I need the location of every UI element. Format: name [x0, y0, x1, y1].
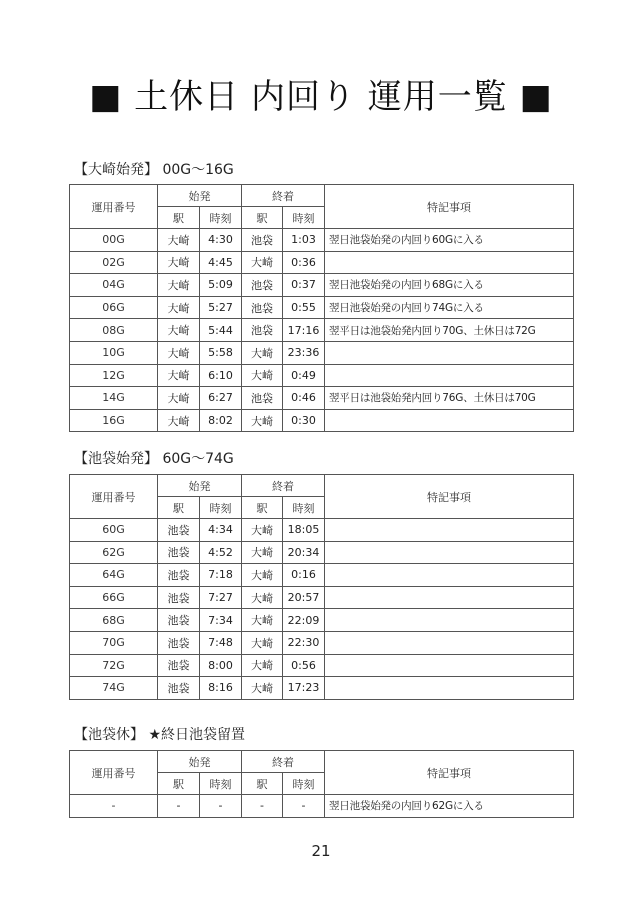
cell-arr-station: 池袋	[242, 229, 283, 252]
cell-arr-time: 0:55	[283, 296, 325, 319]
cell-arr-station: 池袋	[242, 319, 283, 342]
cell-arr-time: 0:30	[283, 409, 325, 432]
header-dep-station: 駅	[158, 497, 200, 519]
cell-arr-station: -	[242, 795, 283, 818]
header-notes: 特記事項	[325, 185, 574, 229]
cell-unyo-no: 14G	[70, 387, 158, 410]
header-unyo-no: 運用番号	[70, 475, 158, 519]
header-dep-time: 時刻	[200, 773, 242, 795]
cell-dep-station: 大崎	[158, 296, 200, 319]
cell-arr-station: 大崎	[242, 541, 283, 564]
cell-dep-station: 池袋	[158, 586, 200, 609]
cell-arr-station: 大崎	[242, 631, 283, 654]
cell-arr-station: 池袋	[242, 296, 283, 319]
header-notes: 特記事項	[325, 751, 574, 795]
cell-dep-station: 池袋	[158, 609, 200, 632]
header-arr-station: 駅	[242, 773, 283, 795]
cell-note: 翌日池袋始発の内回り74Gに入る	[325, 296, 574, 319]
cell-arr-time: 18:05	[283, 519, 325, 542]
cell-note	[325, 564, 574, 587]
table-row	[70, 274, 574, 297]
cell-arr-time: 0:46	[283, 387, 325, 410]
header-arr-time: 時刻	[283, 207, 325, 229]
cell-dep-time: 8:00	[200, 654, 242, 677]
cell-arr-time: 20:57	[283, 586, 325, 609]
table-row	[70, 229, 574, 252]
section-heading-osaki: 【大崎始発】 00G～16G	[74, 162, 234, 178]
cell-unyo-no: 64G	[70, 564, 158, 587]
page-title: ■ 土休日 内回り 運用一覧 ■	[89, 77, 553, 117]
cell-note	[325, 541, 574, 564]
table-row	[70, 677, 574, 700]
header-row	[70, 185, 574, 207]
table-row	[70, 631, 574, 654]
header-shuchaku: 終着	[242, 475, 325, 497]
cell-dep-time: -	[200, 795, 242, 818]
header-dep-time: 時刻	[200, 497, 242, 519]
cell-dep-station: 池袋	[158, 677, 200, 700]
cell-arr-station: 大崎	[242, 586, 283, 609]
cell-arr-station: 池袋	[242, 274, 283, 297]
cell-dep-station: 池袋	[158, 564, 200, 587]
cell-unyo-no: 62G	[70, 541, 158, 564]
cell-dep-station: 大崎	[158, 319, 200, 342]
cell-dep-station: 池袋	[158, 631, 200, 654]
cell-arr-station: 大崎	[242, 677, 283, 700]
cell-note	[325, 364, 574, 387]
cell-note: 翌日池袋始発の内回り68Gに入る	[325, 274, 574, 297]
cell-arr-time: 17:16	[283, 319, 325, 342]
cell-dep-station: 大崎	[158, 387, 200, 410]
cell-unyo-no: 72G	[70, 654, 158, 677]
cell-dep-station: 大崎	[158, 409, 200, 432]
cell-arr-station: 池袋	[242, 387, 283, 410]
table-row	[70, 541, 574, 564]
section-heading-ikebukuro-rest: 【池袋休】 ★終日池袋留置	[74, 727, 246, 743]
cell-arr-station: 大崎	[242, 364, 283, 387]
table-row	[70, 387, 574, 410]
cell-dep-time: 4:34	[200, 519, 242, 542]
header-dep-time: 時刻	[200, 207, 242, 229]
cell-dep-time: 7:18	[200, 564, 242, 587]
cell-dep-time: 5:27	[200, 296, 242, 319]
cell-arr-station: 大崎	[242, 654, 283, 677]
cell-unyo-no: 66G	[70, 586, 158, 609]
cell-dep-time: 6:10	[200, 364, 242, 387]
header-arr-station: 駅	[242, 207, 283, 229]
cell-dep-station: 大崎	[158, 364, 200, 387]
cell-note: 翌日池袋始発の内回り62Gに入る	[325, 795, 574, 818]
cell-dep-time: 7:34	[200, 609, 242, 632]
table-row	[70, 654, 574, 677]
section-heading-ikebukuro: 【池袋始発】 60G～74G	[74, 451, 234, 467]
header-shihatsu: 始発	[158, 475, 242, 497]
cell-dep-time: 6:27	[200, 387, 242, 410]
table-row	[70, 409, 574, 432]
cell-dep-time: 7:48	[200, 631, 242, 654]
cell-unyo-no: 70G	[70, 631, 158, 654]
cell-note	[325, 586, 574, 609]
cell-dep-station: -	[158, 795, 200, 818]
cell-unyo-no: 04G	[70, 274, 158, 297]
cell-unyo-no: 10G	[70, 341, 158, 364]
header-shihatsu: 始発	[158, 751, 242, 773]
cell-dep-time: 8:16	[200, 677, 242, 700]
cell-note	[325, 654, 574, 677]
cell-unyo-no: 02G	[70, 251, 158, 274]
cell-unyo-no: 68G	[70, 609, 158, 632]
osaki-departure-table	[69, 184, 574, 432]
cell-arr-time: 17:23	[283, 677, 325, 700]
cell-note	[325, 631, 574, 654]
cell-unyo-no: 12G	[70, 364, 158, 387]
cell-dep-time: 4:45	[200, 251, 242, 274]
cell-dep-station: 池袋	[158, 519, 200, 542]
header-unyo-no: 運用番号	[70, 185, 158, 229]
cell-unyo-no: 08G	[70, 319, 158, 342]
cell-dep-station: 大崎	[158, 251, 200, 274]
table-row	[70, 609, 574, 632]
cell-dep-time: 7:27	[200, 586, 242, 609]
cell-dep-station: 池袋	[158, 541, 200, 564]
cell-unyo-no: 60G	[70, 519, 158, 542]
table-row	[70, 564, 574, 587]
cell-arr-time: 0:36	[283, 251, 325, 274]
cell-arr-station: 大崎	[242, 519, 283, 542]
cell-dep-station: 大崎	[158, 229, 200, 252]
cell-dep-time: 5:09	[200, 274, 242, 297]
cell-unyo-no: 74G	[70, 677, 158, 700]
table-row	[70, 364, 574, 387]
cell-note: 翌日池袋始発の内回り60Gに入る	[325, 229, 574, 252]
page-number: 21	[311, 842, 331, 860]
ikebukuro-rest-table	[69, 750, 574, 818]
cell-arr-station: 大崎	[242, 251, 283, 274]
cell-arr-station: 大崎	[242, 609, 283, 632]
cell-arr-time: 1:03	[283, 229, 325, 252]
cell-arr-time: -	[283, 795, 325, 818]
header-arr-time: 時刻	[283, 497, 325, 519]
cell-arr-time: 0:16	[283, 564, 325, 587]
table-row	[70, 251, 574, 274]
cell-dep-time: 5:58	[200, 341, 242, 364]
table-row	[70, 296, 574, 319]
ikebukuro-departure-table	[69, 474, 574, 700]
cell-dep-station: 池袋	[158, 654, 200, 677]
cell-note: 翌平日は池袋始発内回り76G、土休日は70G	[325, 387, 574, 410]
cell-arr-time: 0:37	[283, 274, 325, 297]
cell-note	[325, 519, 574, 542]
cell-arr-time: 23:36	[283, 341, 325, 364]
cell-arr-station: 大崎	[242, 564, 283, 587]
cell-dep-time: 8:02	[200, 409, 242, 432]
cell-arr-time: 0:56	[283, 654, 325, 677]
header-dep-station: 駅	[158, 207, 200, 229]
cell-dep-time: 5:44	[200, 319, 242, 342]
table-row	[70, 795, 574, 818]
table-row	[70, 519, 574, 542]
cell-note	[325, 251, 574, 274]
cell-unyo-no: 06G	[70, 296, 158, 319]
header-row	[70, 751, 574, 773]
cell-arr-time: 0:49	[283, 364, 325, 387]
cell-note	[325, 341, 574, 364]
header-unyo-no: 運用番号	[70, 751, 158, 795]
cell-dep-time: 4:52	[200, 541, 242, 564]
header-arr-time: 時刻	[283, 773, 325, 795]
cell-arr-station: 大崎	[242, 409, 283, 432]
cell-note	[325, 409, 574, 432]
header-arr-station: 駅	[242, 497, 283, 519]
cell-unyo-no: 16G	[70, 409, 158, 432]
cell-dep-station: 大崎	[158, 341, 200, 364]
header-dep-station: 駅	[158, 773, 200, 795]
header-notes: 特記事項	[325, 475, 574, 519]
table-row	[70, 586, 574, 609]
table-row	[70, 341, 574, 364]
header-shuchaku: 終着	[242, 185, 325, 207]
cell-note	[325, 677, 574, 700]
cell-unyo-no: -	[70, 795, 158, 818]
table-row	[70, 319, 574, 342]
cell-dep-station: 大崎	[158, 274, 200, 297]
cell-note	[325, 609, 574, 632]
cell-arr-station: 大崎	[242, 341, 283, 364]
cell-dep-time: 4:30	[200, 229, 242, 252]
header-row	[70, 475, 574, 497]
header-shuchaku: 終着	[242, 751, 325, 773]
cell-note: 翌平日は池袋始発内回り70G、土休日は72G	[325, 319, 574, 342]
cell-arr-time: 22:30	[283, 631, 325, 654]
header-shihatsu: 始発	[158, 185, 242, 207]
cell-unyo-no: 00G	[70, 229, 158, 252]
cell-arr-time: 20:34	[283, 541, 325, 564]
cell-arr-time: 22:09	[283, 609, 325, 632]
